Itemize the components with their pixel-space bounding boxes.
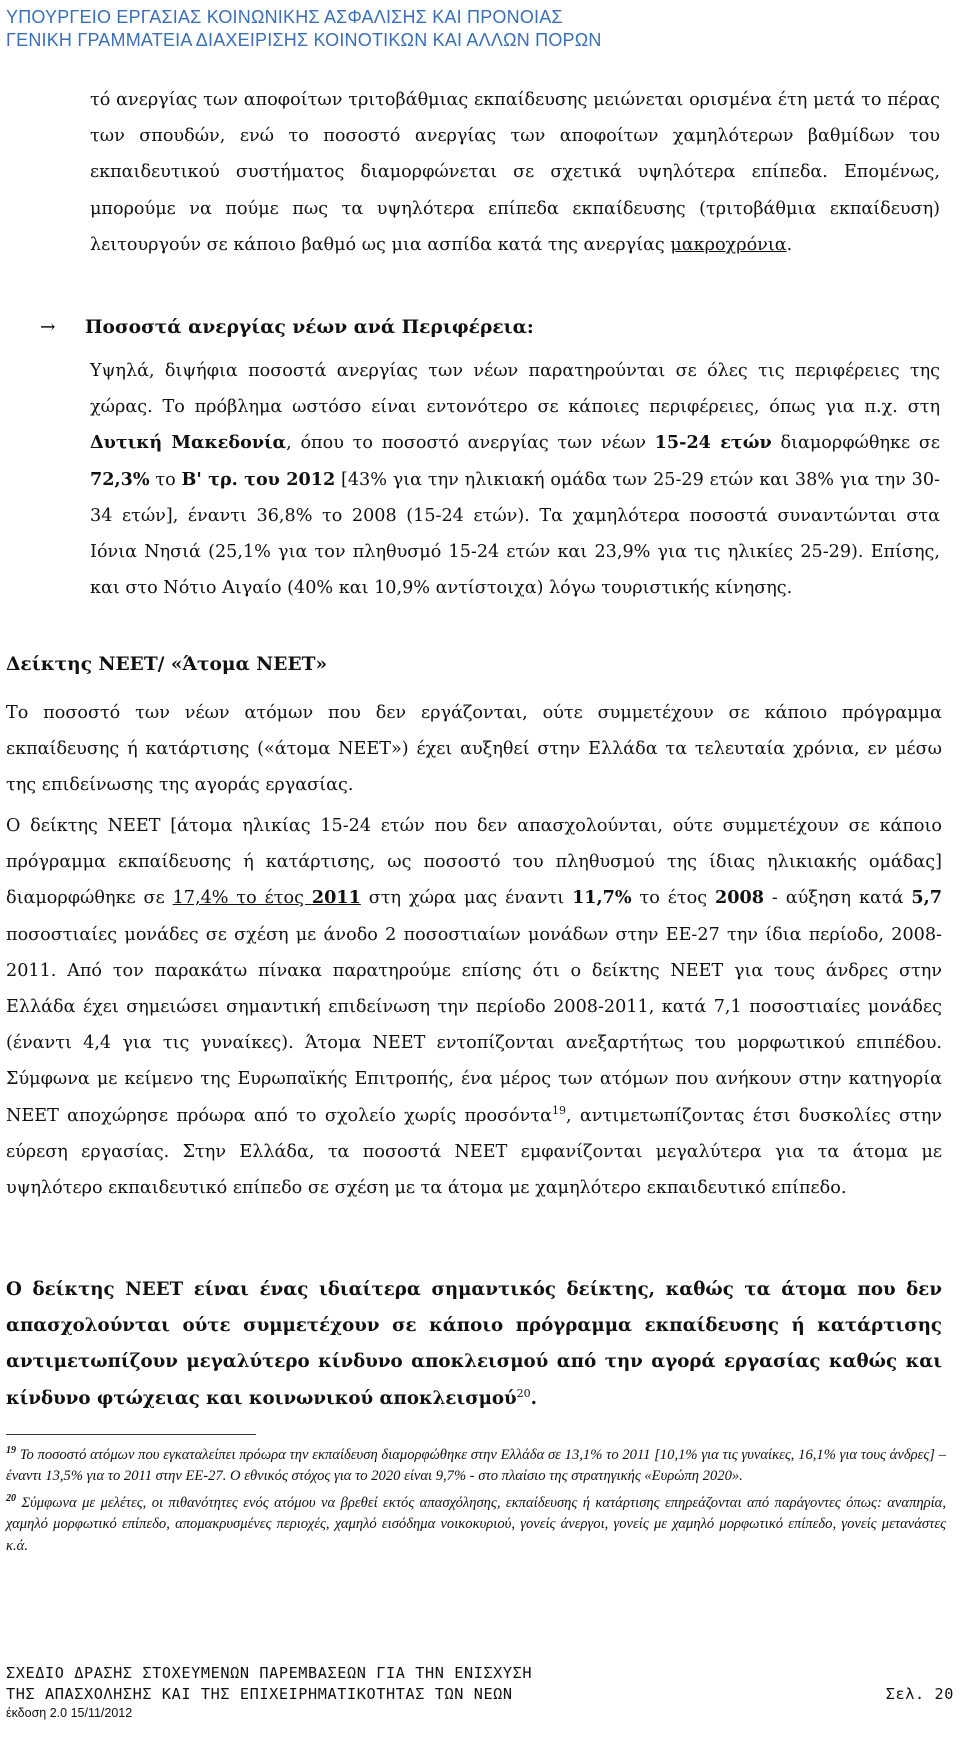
footnote-text: Το ποσοστό ατόμων που εγκαταλείπει πρόωρα την εκπαίδευση διαμορφώθηκε στην Ελλάδα σε 13,1% το 2011 [10,1% για τις γυναίκες, 16,1% για τους άνδρες] – έναντι 13,5% για το 2011 στην ΕΕ-27. Ο εθνικός στόχος για το 2020 είναι 9,7% - στο πλαίσιο της στρατηγικής «Ευρώπη 2020». [6,1446,946,1485]
neet-paragraph-1: Το ποσοστό των νέων ατόμων που δεν εργάζονται, ούτε συμμετέχουν σε κάποιο πρόγραμμα εκπαίδευσης ή κατάρτισης («άτομα ΝΕΕΤ») έχει αυξηθεί στην Ελλάδα τα τελευταία χρόνια, εν μέσω της επιδείνωσης της αγοράς εργασίας. [6,703,942,796]
regional-bold: 15-24 ετών [654,432,772,454]
p3-text: Ο δείκτης ΝΕΕΤ είναι ένας ιδιαίτερα σημαντικός δείκτης, καθώς τα άτομα που δεν απασχολούνται ούτε συμμετέχουν σε κάποιο πρόγραμμα εκπαίδευσης ή κατάρτισης αντιμετωπίζουν μεγαλύτερο κίνδυνο αποκλεισμού από την αγορά εργασίας καθώς και κίνδυνο φτώχειας και κοινωνικού αποκλεισμού [6,1279,942,1409]
p2-text: Ο δείκτης ΝΕΕΤ [άτομα ηλικίας 15-24 ετών που δεν απασχολούνται, ούτε συμμετέχουν σε κάποιο πρόγραμμα εκπαίδευσης ή κατάρτισης, ως ποσοστό του πληθυσμού της ίδιας ηλικιακής ομάδας] διαμορφώθηκε σε [6,816,942,909]
footer-title-line2: ΤΗΣ ΑΠΑΣΧΟΛΗΣΗΣ ΚΑΙ ΤΗΣ ΕΠΙΧΕΙΡΗΜΑΤΙΚΟΤΗΤΑΣ ΤΩΝ ΝΕΩΝ [6,1685,513,1703]
header-secretariat: ΓΕΝΙΚΗ ΓΡΑΜΜΑΤΕΙΑ ΔΙΑΧΕΙΡΙΣΗΣ ΚΟΙΝΟΤΙΚΩΝ ΚΑΙ ΑΛΛΩΝ ΠΟΡΩΝ [6,30,602,50]
version-label: έκδοση 2.0 15/11/2012 [6,1706,133,1720]
footnotes [6,1440,946,1557]
footnote-number: 20 [6,1492,16,1504]
p3-end: . [530,1387,538,1409]
neet-paragraph-3 [6,1272,942,1417]
p2-bold: 2008 [714,887,764,909]
footnote-number: 19 [6,1445,16,1456]
regional-paragraph [90,353,940,606]
footnote-ref-20[interactable]: 20 [516,1386,531,1400]
footnote-divider [6,1434,256,1435]
regional-bold: 72,3% [90,468,150,490]
intro-paragraph [90,82,940,263]
regional-text: διαμορφώθηκε σε [771,433,941,454]
footnote-ref-19[interactable]: 19 [551,1103,566,1117]
footnote-20 [6,1488,946,1557]
regional-text: [43% για την ηλικιακή ομάδα των 25-29 ετών και 38% για την 30-34 ετών], έναντι 36,8% το 2008 (15-24 ετών). Τα χαμηλότερα ποσοστά συναντώνται στα Ιόνια Νησιά (25,1% για τον πληθυσμό 15-24 ετών και 23,9% για τις ηλικίες 25-29). Επίσης, και στο Νότιο Αιγαίο (40% και 10,9% αντίστοιχα) λόγω τουριστικής κίνησης. [90,469,940,599]
footer-title-line1: ΣΧΕΔΙΟ ΔΡΑΣΗΣ ΣΤΟΧΕΥΜΕΝΩΝ ΠΑΡΕΜΒΑΣΕΩΝ ΓΙΑ ΤΗΝ ΕΝΙΣΧΥΣΗ [6,1664,533,1682]
footnote-19 [6,1440,946,1488]
regional-text: το [149,469,182,490]
intro-end: . [786,234,793,255]
p2-text: ποσοστιαίες μονάδες σε σχέση με άνοδο 2 ποσοστιαίων μονάδων στην ΕΕ-27 την ίδια περίοδο, 2008-2011. Από τον παρακάτω πίνακα παρατηρούμε επίσης ότι ο δείκτης ΝΕΕΤ για τους άνδρες στην Ελλάδα έχει σημειώσει σημαντική επιδείνωση την περίοδο 2008-2011, κατά 7,1 ποσοστιαίες μονάδες (έναντι 4,4 για τις γυναίκες). Άτομα ΝΕΕΤ εντοπίζονται ανεξαρτήτως του μορφωτικού επιπέδου. Σύμφωνα με κείμενο της Ευρωπαϊκής Επιτροπής, ένα μέρος των ατόμων που ανήκουν στην κατηγορία ΝΕΕΤ αποχώρησε πρόωρα από το σχολείο χωρίς προσόντα [6,924,942,1126]
p2-underlined: το έτος [228,888,312,909]
p2-text: - αύξηση κατά [763,888,912,909]
intro-text: τό ανεργίας των αποφοίτων τριτοβάθμιας εκπαίδευσης μειώνεται ορισμένα έτη μετά το πέρας των σπουδών, ενώ το ποσοστό ανεργίας των αποφοίτων χαμηλότερων βαθμίδων του εκπαιδευτικού συστήματος διαμορφώνεται σε σχετικά υψηλότερα επίπεδα. Επομένως, μπορούμε να πούμε πως τα υψηλότερα επίπεδα εκπαίδευσης (τριτοβάθμια εκπαίδευση) λειτουργούν σε κάποιο βαθμό ως μια ασπίδα κατά της ανεργίας [90,90,940,255]
footnote-text: Σύμφωνα με μελέτες, οι πιθανότητες ενός ατόμου να βρεθεί εκτός απασχόλησης, εκπαίδευσης ή κατάρτισης επηρεάζονται από παράγοντες όπως: αναπηρία, χαμηλό μορφωτικό επίπεδο, απομακρυσμένες περιοχές, χαμηλό εισόδημα νοικοκυριού, γονείς άνεργοι, γονείς με χαμηλό μορφωτικό επίπεδο, γονείς μετανάστες κ.ά. [6,1494,946,1554]
p2-underlined-bold: 2011 [311,887,361,909]
p2-text: , αντιμετωπίζοντας έτσι δυσκολίες στην εύρεση εργασίας. Στην Ελλάδα, τα ποσοστά ΝΕΕΤ εμφανίζονται μεγαλύτερα για τα άτομα με υψηλότερο εκπαιδευτικό επίπεδο σε σχέση με τα άτομα με χαμηλότερο εκπαιδευτικό επίπεδο. [6,1105,942,1199]
page-footer [6,1663,954,1721]
neet-paragraph-2 [6,808,942,1206]
intro-underlined: μακροχρόνια [670,234,787,255]
p2-text: στη χώρα μας έναντι [360,888,573,909]
regional-text: Υψηλά, διψήφια ποσοστά ανεργίας των νέων παρατηρούνται σε όλες τις περιφέρειες της χώρας. Το πρόβλημα ωστόσο είναι εντονότερο σε κάποιες περιφέρειες, όπως για π.χ. στη [90,361,940,418]
p2-text: το έτος [631,888,715,909]
p2-bold: 11,7% [572,887,632,909]
section-heading: Δείκτης ΝΕΕΤ/ «Άτομα ΝΕΕΤ» [6,654,328,675]
regional-bullet [40,310,940,346]
arrow-right-icon: → [40,317,56,338]
header-ministry: ΥΠΟΥΡΓΕΙΟ ΕΡΓΑΣΙΑΣ ΚΟΙΝΩΝΙΚΗΣ ΑΣΦΑΛΙΣΗΣ ΚΑΙ ΠΡΟΝΟΙΑΣ [6,7,563,27]
page-header [6,6,602,52]
regional-bold: Β' τρ. του 2012 [181,468,336,490]
p2-bold: 5,7 [911,887,942,909]
regional-text: , όπου το ποσοστό ανεργίας των νέων [286,433,655,454]
p2-underlined: 17,4% [172,888,229,909]
regional-bold: Δυτική Μακεδονία [90,432,287,454]
regional-bullet-title: Ποσοστά ανεργίας νέων ανά Περιφέρεια: [85,317,534,338]
page-number: Σελ. 20 [885,1685,954,1703]
